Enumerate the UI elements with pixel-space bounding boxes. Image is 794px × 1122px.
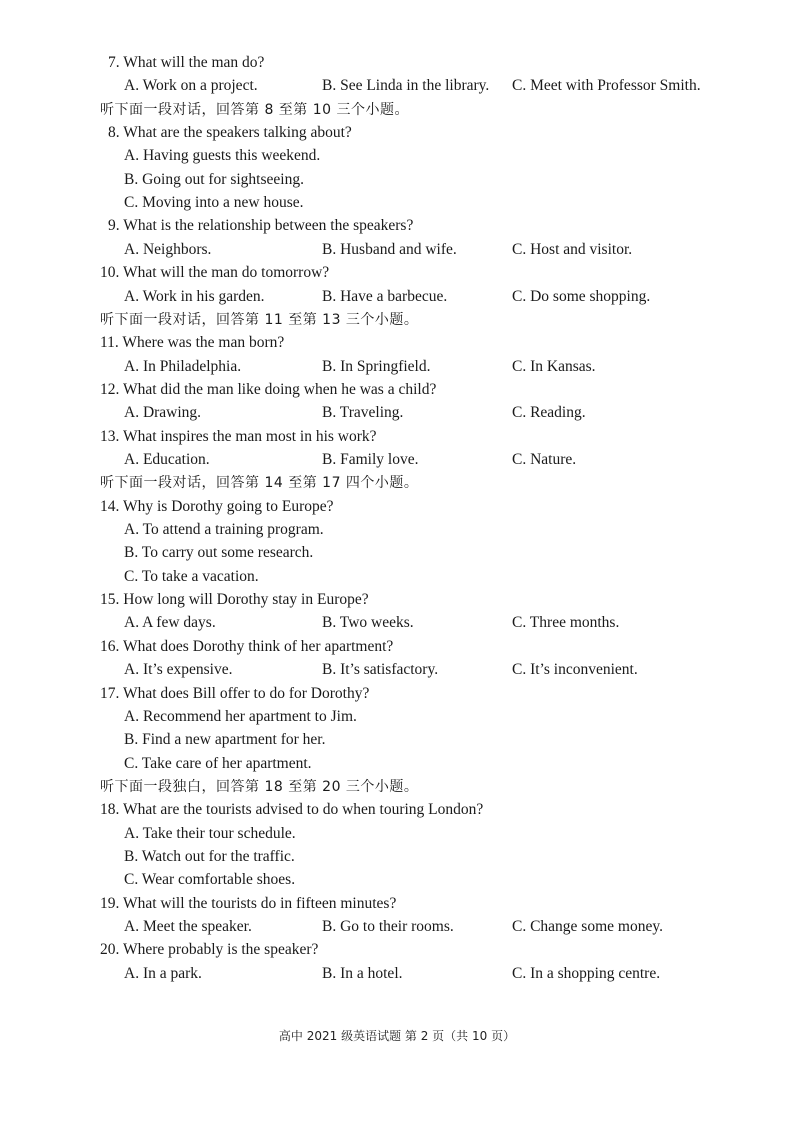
- question-text: Where was the man born?: [122, 334, 285, 352]
- question-text: Why is Dorothy going to Europe?: [122, 497, 334, 515]
- question-text: What are the speakers talking about?: [123, 124, 352, 141]
- question-stem: [100, 636, 393, 658]
- option-a: A. Education.: [124, 451, 210, 468]
- option-line: [0, 145, 794, 167]
- options-row: [0, 239, 794, 261]
- question-stem: [100, 426, 377, 448]
- option-b: B. Two weeks.: [322, 614, 414, 632]
- option-a: A. Take their tour schedule.: [124, 824, 296, 842]
- option-b: B. Husband and wife.: [322, 240, 457, 258]
- option-a: A. In a park.: [124, 964, 202, 982]
- question: [0, 589, 794, 611]
- option-c: C. Reading.: [512, 404, 586, 422]
- option-a: A. Work on a project.: [124, 77, 258, 95]
- section-instruction: [0, 309, 794, 331]
- question-text: What inspires the man most in his work?: [122, 427, 377, 445]
- question-stem: [100, 799, 483, 821]
- option-b: B. In Springfield.: [322, 357, 431, 375]
- option-line: [0, 192, 794, 214]
- option-line: [0, 869, 794, 891]
- option-a: A. Having guests this weekend.: [124, 147, 321, 165]
- question-stem: [100, 332, 284, 354]
- question-number: 16.: [100, 637, 120, 655]
- question-number: 8.: [108, 124, 120, 141]
- option-a: A. Drawing.: [124, 404, 202, 422]
- option-line: [0, 519, 794, 541]
- option-line: [0, 753, 794, 775]
- question-number: 20.: [100, 941, 120, 959]
- options-row: [0, 963, 794, 985]
- option-c: C. In a shopping centre.: [512, 964, 661, 982]
- question-text: What will the man do?: [123, 54, 265, 71]
- option-line: [0, 729, 794, 751]
- section-instruction-text: 听下面一段对话，回答第 14 至第 17 四个小题。: [100, 475, 419, 492]
- question-stem: [108, 52, 264, 74]
- options-row: [0, 916, 794, 938]
- question-stem: [100, 893, 396, 915]
- section-instruction-text: 听下面一段独白，回答第 18 至第 20 三个小题。: [100, 778, 419, 795]
- option-c: C. Take care of her apartment.: [124, 754, 312, 772]
- question-number: 13.: [100, 427, 120, 445]
- question-text: What does Dorothy think of her apartment?: [122, 637, 394, 655]
- question: [0, 496, 794, 518]
- option-a: A. In Philadelphia.: [124, 357, 242, 375]
- question: [0, 262, 794, 284]
- question-text: What does Bill offer to do for Dorothy?: [122, 684, 370, 702]
- question: [0, 122, 794, 144]
- question-number: 10.: [100, 264, 120, 282]
- options-row: [0, 402, 794, 424]
- option-c: C. Three months.: [512, 614, 620, 632]
- option-b: B. See Linda in the library.: [322, 77, 490, 95]
- question-number: 14.: [100, 497, 120, 515]
- question-stem: [100, 589, 369, 611]
- question-text: What will the tourists do in fifteen minutes?: [122, 894, 397, 912]
- option-c: C. Nature.: [512, 451, 577, 468]
- option-c: C. Moving into a new house.: [124, 194, 304, 212]
- option-b: B. To carry out some research.: [124, 544, 314, 562]
- question: [0, 939, 794, 961]
- options-row: [0, 449, 794, 471]
- question-number: 17.: [100, 684, 120, 702]
- option-a: A. Work in his garden.: [124, 287, 265, 305]
- option-c: C. Change some money.: [512, 918, 663, 935]
- option-c: C. Meet with Professor Smith.: [512, 77, 701, 95]
- option-b: B. Go to their rooms.: [322, 918, 454, 935]
- question-number: 19.: [100, 894, 120, 912]
- option-line: [0, 846, 794, 868]
- question-text: What are the tourists advised to do when touring London?: [122, 801, 484, 819]
- option-line: [0, 566, 794, 588]
- question-stem: [108, 215, 413, 237]
- question: [0, 799, 794, 821]
- option-a: A. To attend a training program.: [124, 521, 324, 538]
- option-line: [0, 823, 794, 845]
- question: [0, 683, 794, 705]
- option-b: B. Family love.: [322, 451, 419, 468]
- options-row: [0, 356, 794, 378]
- option-c: C. In Kansas.: [512, 357, 596, 375]
- question: [0, 332, 794, 354]
- option-b: B. Watch out for the traffic.: [124, 847, 295, 865]
- question-text: Where probably is the speaker?: [122, 941, 319, 959]
- options-row: [0, 659, 794, 681]
- question-stem: [100, 683, 369, 705]
- question-stem: [100, 379, 436, 401]
- question-stem: [100, 939, 318, 961]
- option-a: A. A few days.: [124, 614, 216, 632]
- question-number: 15.: [100, 591, 120, 609]
- question-text: How long will Dorothy stay in Europe?: [123, 591, 369, 609]
- option-a: A. Recommend her apartment to Jim.: [124, 707, 357, 725]
- question: [0, 893, 794, 915]
- question-stem: [108, 122, 352, 144]
- section-instruction: [0, 99, 794, 121]
- section-instruction: [0, 472, 794, 494]
- question-number: 9.: [108, 217, 120, 235]
- question: [0, 426, 794, 448]
- option-a: A. It’s expensive.: [124, 661, 233, 679]
- option-b: B. In a hotel.: [322, 964, 403, 982]
- option-b: B. Going out for sightseeing.: [124, 170, 304, 188]
- section-instruction-text: 听下面一段对话，回答第 11 至第 13 三个小题。: [100, 311, 419, 328]
- question-number: 12.: [100, 380, 120, 398]
- option-c: C. It’s inconvenient.: [512, 661, 638, 679]
- option-b: B. Have a barbecue.: [322, 287, 448, 305]
- question-stem: [100, 496, 334, 518]
- option-b: B. Traveling.: [322, 404, 404, 422]
- question-text: What did the man like doing when he was a child?: [122, 380, 437, 398]
- option-c: C. To take a vacation.: [124, 567, 259, 585]
- section-instruction: [0, 776, 794, 798]
- question-number: 18.: [100, 801, 120, 819]
- question-stem: [100, 262, 329, 284]
- page-footer: 高中 2021 级英语试题 第 2 页（共 10 页）: [278, 1029, 516, 1043]
- question-number: 7.: [108, 54, 120, 71]
- section-instruction-text: 听下面一段对话，回答第 8 至第 10 三个小题。: [100, 101, 410, 118]
- option-line: [0, 542, 794, 564]
- options-row: [0, 75, 794, 97]
- question: [0, 379, 794, 401]
- option-a: A. Meet the speaker.: [124, 918, 252, 935]
- option-a: A. Neighbors.: [124, 240, 212, 258]
- option-b: B. Find a new apartment for her.: [124, 731, 326, 749]
- option-c: C. Host and visitor.: [512, 240, 633, 258]
- question: [0, 636, 794, 658]
- question-text: What is the relationship between the speakers?: [123, 217, 414, 235]
- option-c: C. Do some shopping.: [512, 287, 651, 305]
- question-number: 11.: [100, 334, 119, 352]
- options-row: [0, 612, 794, 634]
- option-line: [0, 169, 794, 191]
- question: [0, 52, 794, 74]
- option-line: [0, 706, 794, 728]
- question: [0, 215, 794, 237]
- option-b: B. It’s satisfactory.: [322, 661, 439, 679]
- question-text: What will the man do tomorrow?: [122, 264, 330, 282]
- options-row: [0, 286, 794, 308]
- option-c: C. Wear comfortable shoes.: [124, 871, 296, 889]
